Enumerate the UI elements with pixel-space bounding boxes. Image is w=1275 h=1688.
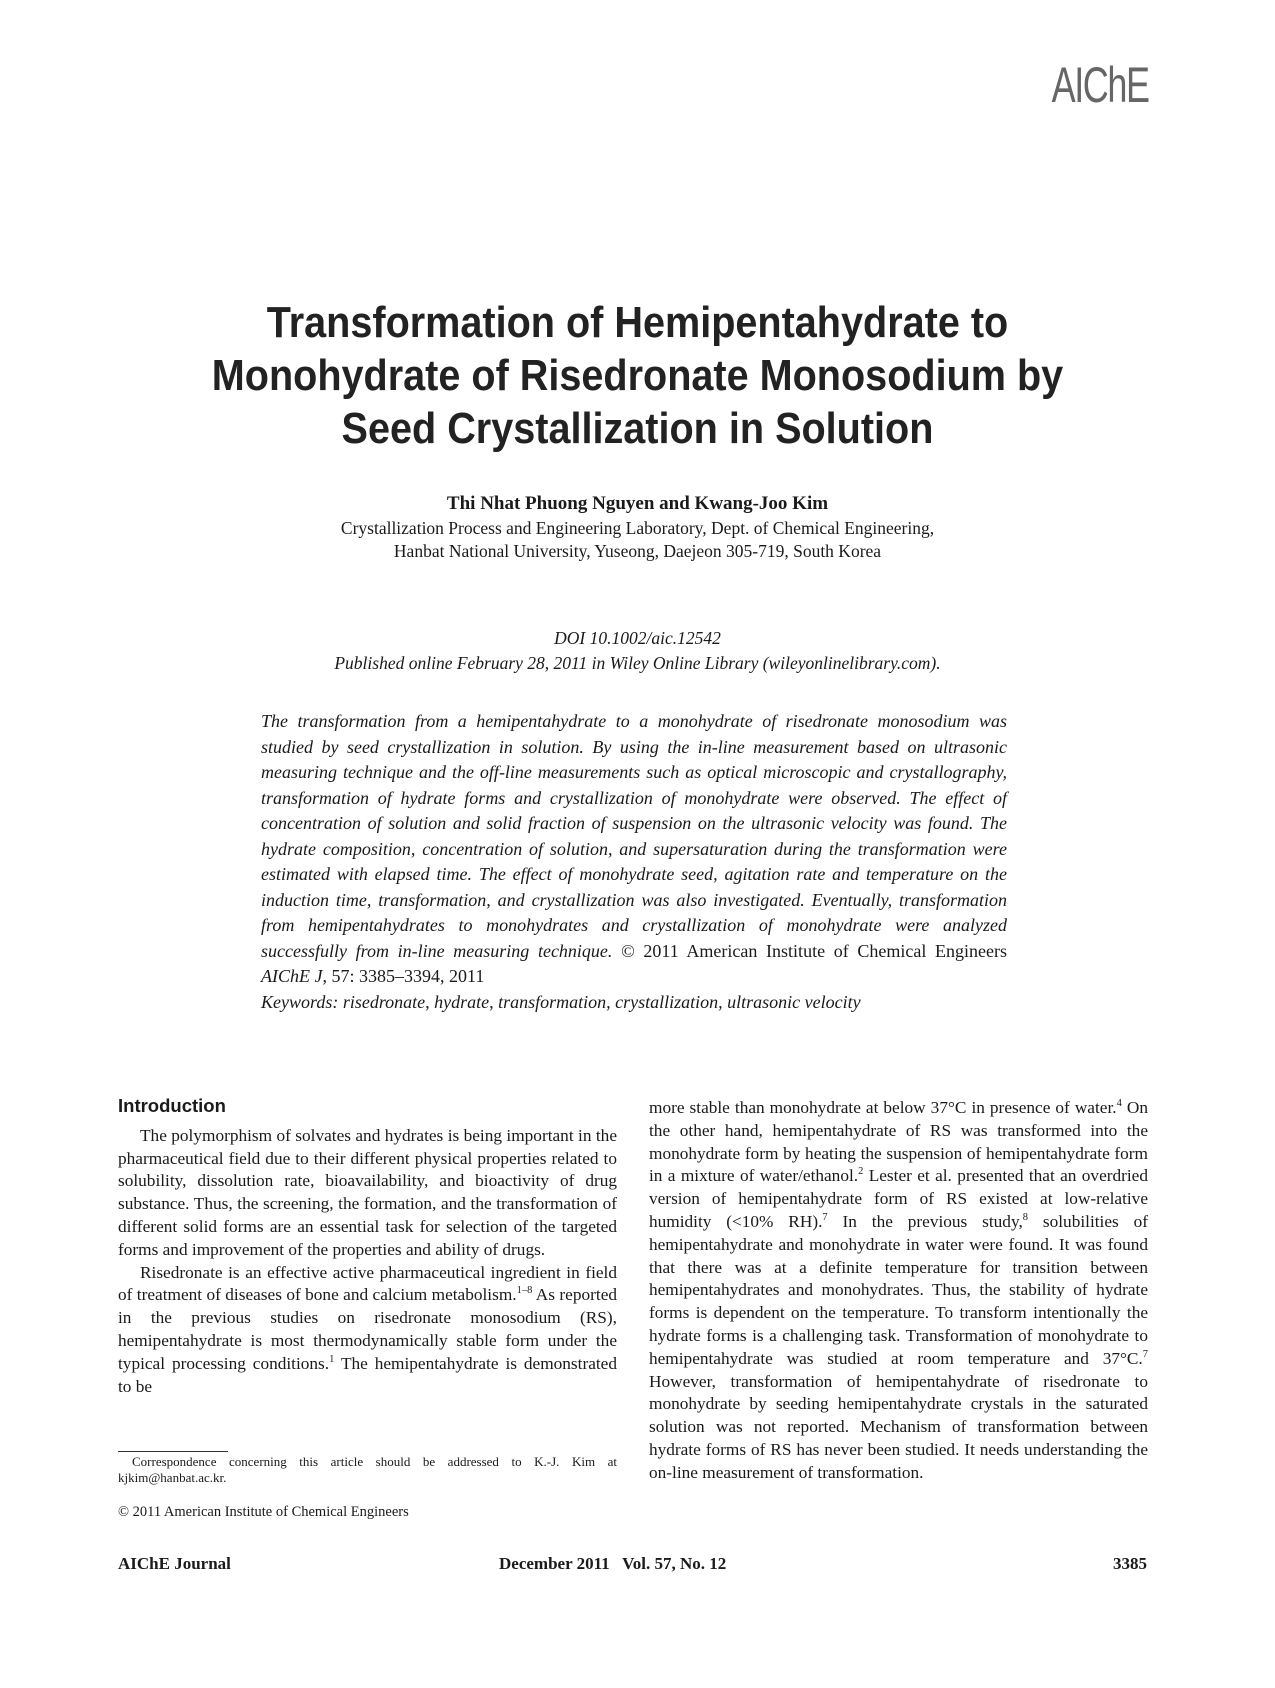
copyright-line: © 2011 American Institute of Chemical Engineers	[118, 1504, 409, 1520]
footnote-divider	[118, 1451, 228, 1452]
published-online: Published online February 28, 2011 in Wiley Online Library (wileyonlinelibrary.com).	[334, 653, 941, 673]
authors: Thi Nhat Phuong Nguyen and Kwang-Joo Kim	[446, 493, 829, 514]
affiliation-line: Hanbat National University, Yuseong, Daejeon 305-719, South Korea	[393, 541, 882, 561]
affiliation-line: Crystallization Process and Engineering Laboratory, Dept. of Chemical Engineering,	[340, 518, 935, 538]
paragraph: Risedronate is an effective active pharmaceutical ingredient in field of treatment of diseases of bone and calcium metabolism.$^{1-8}$ As reported in the previous studies on risedronate monosodium (RS), hemipentahydrate is most thermodynamically stable form under the typical processing conditions.$^1$ The hemipentahydrate is demonstrated to be	[118, 1262, 617, 1396]
footer-page-number: 3385	[1113, 1554, 1147, 1573]
keywords: Keywords: risedronate, hydrate, transformation, crystallization, ultrasonic velocity	[261, 991, 861, 1012]
abstract-copyright: © 2011 American Institute of Chemical Engineers	[621, 940, 1007, 961]
citation-ref[interactable]: 7	[1142, 1349, 1148, 1360]
left-column	[118, 1095, 617, 1398]
paragraph: more stable than monohydrate at below 37°C in presence of water.$^4$ On the other hand, hemipentahydrate of RS was transformed into the monohydrate form by heating the suspension of hemipentahydrate form in a mixture of water/ethanol.$^2$ Lester et al. presented that an overdried version of hemipentahydrate form of RS existed at low-relative humidity (<10% RH).$^7$ In the previous study,$^8$ solubilities of hemipentahydrate and monohydrate in water were found. It was found that there was at a definite temperature for transition between hemipentahydrates and monohydrates. Thus, the stability of hydrate forms is dependent on the temperature. To transform intentionally the hydrate forms is a challenging task. Transformation of monohydrate to hemipentahydrate was studied at room temperature and 37°C.$^7$ However, transformation of hemipentahydrate of risedronate to monohydrate by seeding hemipentahydrate crystals in the saturated solution was not reported. Mechanism of transformation between hydrate forms of RS has never been studied. It needs understanding the on-line measurement of transformation.	[649, 1098, 1149, 1482]
journal-logo: AIChE	[1052, 57, 1149, 113]
citation-ref[interactable]: 7	[822, 1212, 828, 1224]
section-heading-introduction: Introduction	[118, 1095, 226, 1116]
footer-issue: December 2011 Vol. 57, No. 12	[499, 1554, 727, 1573]
affiliation	[130, 517, 1145, 563]
paragraph: The polymorphism of solvates and hydrates is being important in the pharmaceutical field due to their different physical properties related to solubility, dissolution rate, bioavailability, and bioactivity of drug substance. Thus, the screening, the formation, and the transformation of different solid forms are an essential task for selection of the targeted forms and improvement of the properties and ability of drugs.	[118, 1125, 617, 1259]
doi-link[interactable]: DOI 10.1002/aic.12542	[554, 628, 721, 648]
abstract-text: The transformation from a hemipentahydrate to a monohydrate of risedronate monosodium was studied by seed crystallization in solution. By using the in-line measurement based on ultrasonic measuring technique and the off-line measurements such as optical microscopic and crystallography, transformation of hydrate forms and crystallization of monohydrate were observed. The effect of concentration of solution and solid fraction of suspension on the ultrasonic velocity was found. The hydrate composition, concentration of solution, and supersaturation during the transformation were estimated with elapsed time. The effect of monohydrate seed, agitation rate and temperature on the induction time, transformation, and crystallization was also investigated. Eventually, transformation from hemipentahydrates to monohydrates and crystallization of monohydrate were analyzed successfully from in-line measuring technique.	[261, 711, 1007, 961]
doi-block	[130, 626, 1145, 676]
abstract	[261, 709, 1007, 1015]
abstract-citation: , 57: 3385–3394, 2011	[322, 966, 485, 986]
footer-journal: AIChE Journal	[118, 1554, 231, 1573]
title-line: Transformation of Hemipentahydrate to	[266, 298, 1009, 347]
right-column	[649, 1097, 1148, 1485]
article-title	[181, 296, 1095, 455]
citation-ref[interactable]: 1–8	[516, 1285, 533, 1297]
citation-ref[interactable]: 4	[1116, 1098, 1122, 1110]
title-line: Seed Crystallization in Solution	[341, 404, 934, 453]
citation-ref[interactable]: 1	[329, 1354, 335, 1365]
correspondence-footnote: Correspondence concerning this article should be addressed to K.-J. Kim at kjkim@hanbat.ac.kr.	[118, 1454, 617, 1485]
abstract-journal: AIChE J	[261, 966, 323, 986]
title-line: Monohydrate of Risedronate Monosodium by	[211, 351, 1064, 400]
citation-ref[interactable]: 2	[858, 1166, 864, 1178]
citation-ref[interactable]: 8	[1022, 1212, 1029, 1224]
